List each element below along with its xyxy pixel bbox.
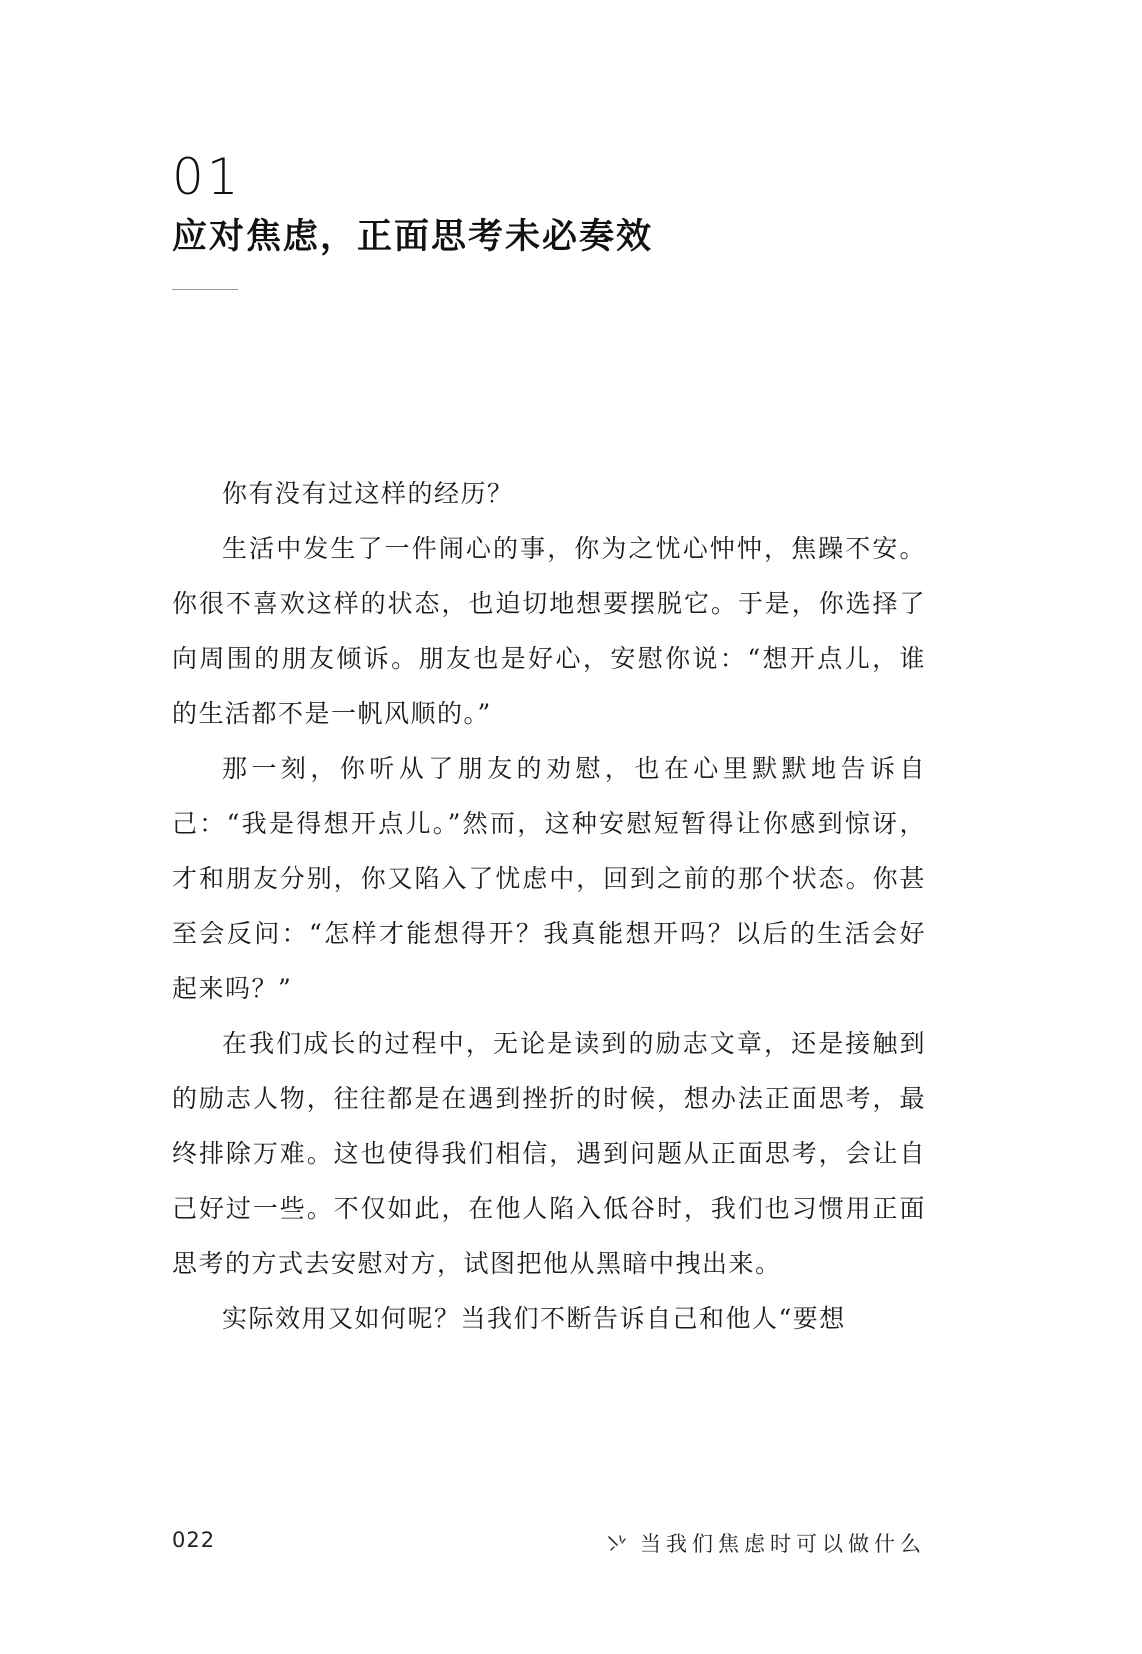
page-number: 022	[172, 1528, 216, 1552]
sparkle-icon	[606, 1533, 630, 1553]
chapter-title: 应对焦虑，正面思考未必奏效	[172, 217, 654, 257]
paragraph: 生活中发生了一件闹心的事，你为之忧心忡忡，焦躁不安。你很不喜欢这样的状态，也迫切地想要摆脱它。于是，你选择了向周围的朋友倾诉。朋友也是好心，安慰你说：“想开点儿，谁的生活都不是一帆风顺的。”	[172, 534, 926, 728]
chapter-number: 01	[172, 148, 242, 206]
title-divider	[172, 289, 238, 290]
paragraph: 那一刻，你听从了朋友的劝慰，也在心里默默地告诉自己：“我是得想开点儿。”然而，这种安慰短暂得让你感到惊讶，才和朋友分别，你又陷入了忧虑中，回到之前的那个状态。你甚至会反问：“怎样才能想得开？我真能想开吗？以后的生活会好起来吗？”	[172, 754, 926, 1003]
paragraph: 在我们成长的过程中，无论是读到的励志文章，还是接触到的励志人物，往往都是在遇到挫折的时候，想办法正面思考，最终排除万难。这也使得我们相信，遇到问题从正面思考，会让自己好过一些。不仅如此，在他人陷入低谷时，我们也习惯用正面思考的方式去安慰对方，试图把他从黑暗中拽出来。	[172, 1029, 926, 1278]
running-head-title: 当我们焦虑时可以做什么	[640, 1532, 926, 1556]
paragraph: 你有没有过这样的经历？	[222, 479, 514, 508]
body-text	[172, 466, 926, 1346]
paragraph: 实际效用又如何呢？当我们不断告诉自己和他人“要想	[222, 1304, 846, 1333]
running-head	[606, 1528, 926, 1558]
